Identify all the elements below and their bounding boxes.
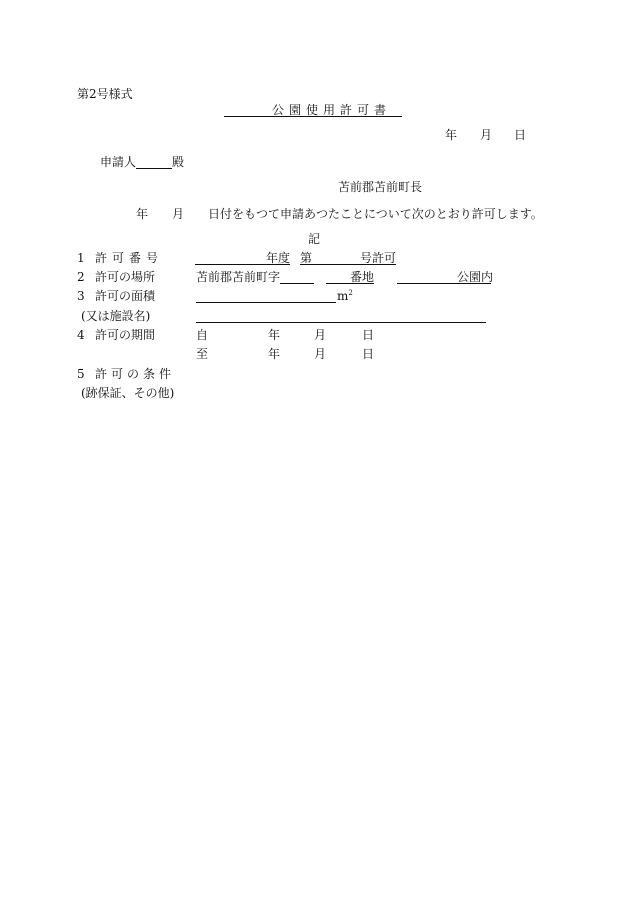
applicant-name-field[interactable]: [136, 168, 172, 169]
permit-suffix: 号許可: [360, 251, 397, 265]
issuer: 苫前郡苫前町長: [338, 180, 423, 194]
date-year: 年: [445, 128, 458, 142]
item-4-label: 許可の期間: [95, 328, 156, 342]
form-number: 第2号様式: [77, 87, 133, 101]
intro-month: 月: [172, 207, 185, 221]
item-2-label: 許可の場所: [95, 270, 156, 284]
area-field[interactable]: [196, 302, 336, 303]
period-to-month: 月: [314, 347, 327, 361]
form-title: 公園使用許可書: [272, 103, 392, 117]
area-unit: $m^2$: [337, 289, 353, 303]
period-to-year: 年: [268, 347, 281, 361]
permit-nendo: 年度: [266, 251, 291, 265]
period-from-day: 日: [362, 328, 375, 342]
item-1-number: 1: [77, 251, 85, 265]
item-3-number: 3: [77, 289, 85, 303]
date-month: 月: [480, 128, 493, 142]
conditions-sub-label: (跡保証、その他): [81, 386, 175, 400]
period-to-day: 日: [362, 347, 375, 361]
period-to: 至: [196, 347, 209, 361]
location-town: 苫前郡苫前町字: [196, 270, 281, 284]
location-park: 公園内: [457, 270, 494, 284]
intro-text: 日付をもつて申請あつたことについて次のとおり許可します。: [208, 207, 543, 221]
item-5-number: 5: [77, 367, 85, 381]
date-day: 日: [514, 128, 527, 142]
location-banchi: 番地: [350, 270, 375, 284]
ki-label: 記: [308, 232, 321, 246]
location-aza-field[interactable]: [280, 283, 314, 284]
period-from-month: 月: [314, 328, 327, 342]
item-2-number: 2: [77, 270, 85, 284]
permit-dai: 第: [300, 251, 313, 265]
facility-field[interactable]: [196, 322, 486, 323]
item-4-number: 4: [77, 328, 85, 342]
applicant-label: 申請人: [100, 155, 137, 169]
item-1-label: 許可番号: [95, 251, 164, 265]
item-3-label: 許可の面積: [95, 289, 156, 303]
period-from: 自: [196, 328, 209, 342]
facility-label: (又は施設名): [81, 309, 151, 323]
item-5-label: 許可の条件: [95, 367, 176, 381]
applicant-suffix: 殿: [172, 155, 185, 169]
intro-year: 年: [136, 207, 149, 221]
period-from-year: 年: [268, 328, 281, 342]
